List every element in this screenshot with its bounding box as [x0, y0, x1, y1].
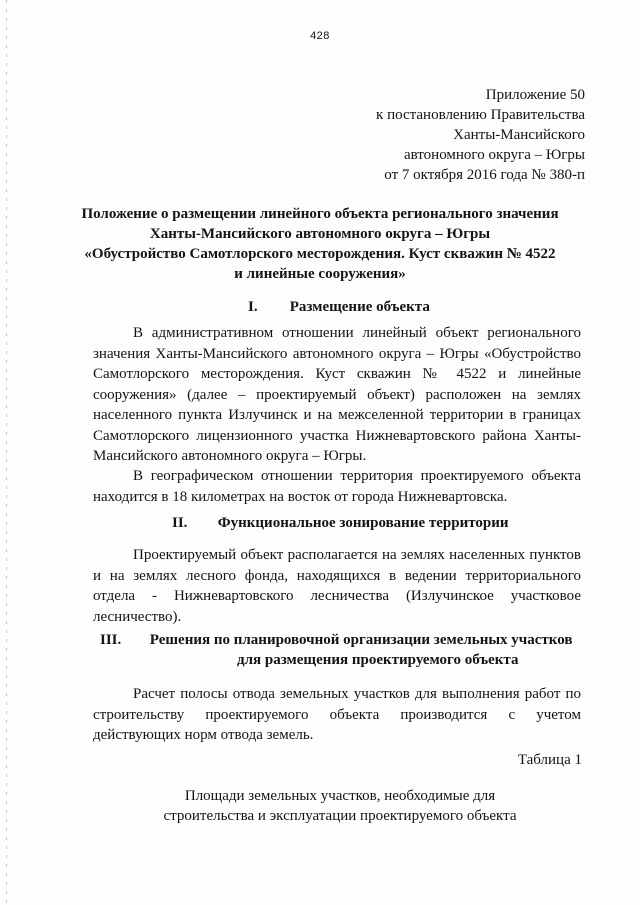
appendix-line: автономного округа – Югры [403, 147, 585, 163]
section-3-heading [100, 630, 572, 650]
title-line: и линейные сооружения» [234, 266, 406, 282]
section-title: Функциональное зонирование территории [217, 515, 509, 531]
paragraph-line: Самотлорского месторождения. Куст скважин № 4522 и линейные [93, 366, 581, 382]
table-caption [140, 786, 540, 826]
paragraph-line: В географическом отношении территория проектируемого объекта [133, 468, 581, 484]
section-title: для размещения проектируемого объекта [237, 652, 519, 668]
paragraph-line: населенного пункта Излучинск и на межселенной территории в границах [93, 407, 581, 423]
paragraph-line: Мансийского автономного округа – Югры. [93, 448, 367, 464]
paragraph-line: В административном отношении линейный объект регионального [133, 325, 581, 341]
title-line: Ханты-Мансийского автономного округа – Югры [149, 226, 491, 242]
paragraph-line: и на землях лесного фонда, находящихся в ведении территориального [93, 567, 581, 584]
document-title [60, 204, 580, 284]
section-3-heading-continued [237, 650, 518, 670]
appendix-line: от 7 октября 2016 года № 380-п [384, 167, 585, 183]
section-1-paragraph-1 [93, 323, 581, 467]
caption-line: Площади земельных участков, необходимые для [184, 788, 496, 804]
caption-line: строительства и эксплуатации проектируемого объекта [163, 808, 517, 824]
appendix-reference [265, 85, 585, 185]
section-1-paragraph-2 [93, 466, 581, 507]
section-1-heading [248, 297, 430, 317]
paragraph-line: находится в 18 километрах на восток от города Нижневартовска. [93, 488, 508, 505]
appendix-line: к постановлению Правительства [376, 107, 585, 123]
table-label: Таблица 1 [517, 752, 582, 768]
section-number: II. [172, 515, 188, 531]
section-title: Решения по планировочной организации земельных участков [149, 632, 573, 648]
paragraph-line: Проектируемый объект располагается на землях населенных пунктов [133, 547, 581, 563]
appendix-line: Ханты-Мансийского [453, 127, 585, 143]
page-number: 428 [310, 30, 330, 42]
section-3-paragraph-1 [93, 684, 581, 746]
paragraph-line: строительству проектируемого объекта производится с учетом [93, 706, 581, 723]
paragraph-line: отдела - Нижневартовского лесничества (Излучинское участковое [93, 588, 581, 604]
appendix-line: Приложение 50 [485, 87, 585, 103]
section-2-heading [172, 513, 509, 533]
title-line: «Обустройство Самотлорского месторождения. Куст скважин № 4522 [84, 246, 556, 262]
paragraph-line: Самотлорского лицензионного участка Нижневартовского района Ханты- [93, 427, 581, 444]
title-line: Положение о размещении линейного объекта регионального значения [81, 206, 559, 222]
section-2-paragraph-1 [93, 545, 581, 627]
section-number: III. [100, 632, 122, 648]
paragraph-line: значения Ханты-Мансийского автономного округа – Югры «Обустройство [93, 345, 581, 362]
paragraph-line: Расчет полосы отвода земельных участков для выполнения работ по [133, 686, 581, 702]
paragraph-line: сооружения» (далее – проектируемый объект) расположен на землях [93, 386, 581, 403]
section-title: Размещение объекта [289, 299, 430, 315]
paragraph-line: действующих норм отвода земель. [93, 727, 314, 743]
scan-edge-mark [6, 0, 7, 905]
paragraph-line: лесничество). [93, 608, 182, 625]
section-number: I. [248, 299, 258, 315]
